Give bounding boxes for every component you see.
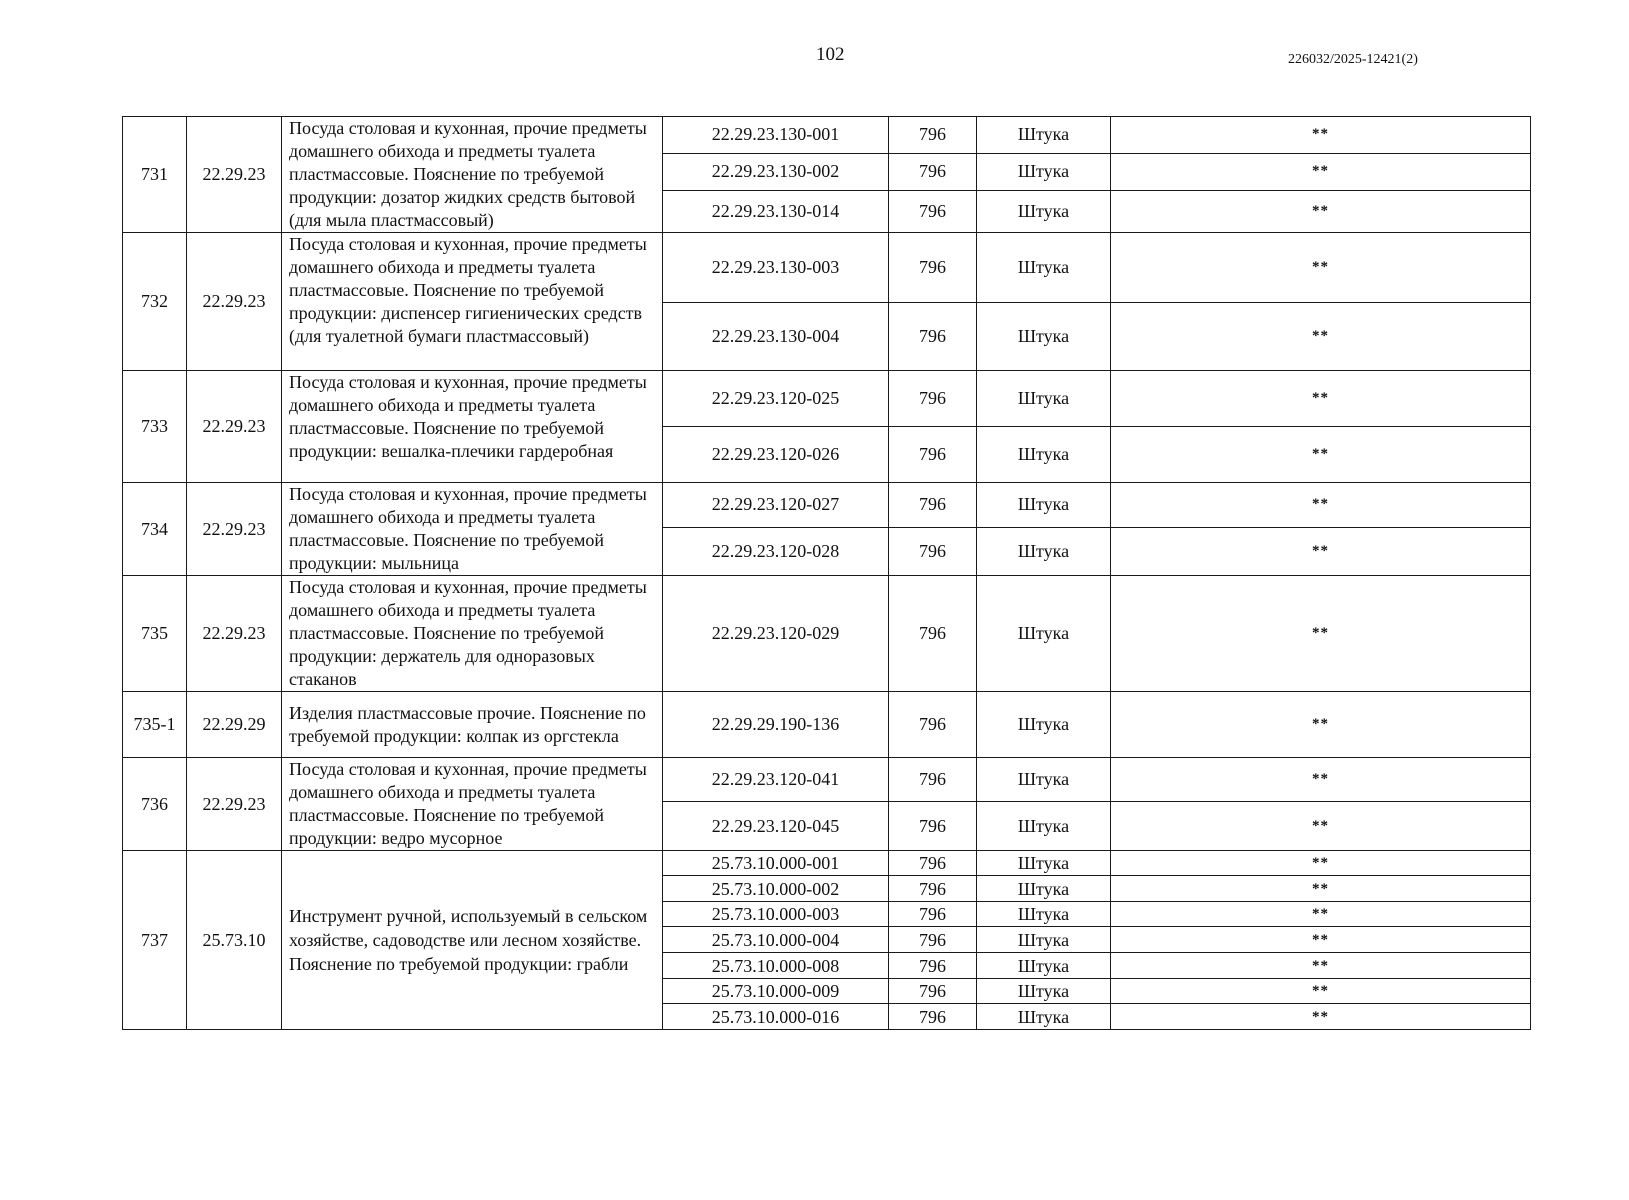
ktru-code: 25.73.10.000-009 xyxy=(663,979,889,1004)
note-marker: ** xyxy=(1111,902,1531,927)
unit-name: Штука xyxy=(977,483,1111,528)
note-marker: ** xyxy=(1111,953,1531,979)
item-description: Посуда столовая и кухонная, прочие предметы домашнего обихода и предметы туалета пластмассовые. Пояснение по требуемой продукции: ведро мусорное xyxy=(282,758,663,851)
item-description: Посуда столовая и кухонная, прочие предметы домашнего обихода и предметы туалета пластмассовые. Пояснение по требуемой продукции: мыльница xyxy=(282,483,663,576)
unit-name: Штука xyxy=(977,953,1111,979)
note-marker: ** xyxy=(1111,371,1531,427)
note-marker: ** xyxy=(1111,802,1531,851)
item-description: Посуда столовая и кухонная, прочие предметы домашнего обихода и предметы туалета пластмассовые. Пояснение по требуемой продукции: диспенсер гигиенических средств (для туалетной бумаги пластмассовый) xyxy=(282,233,663,371)
okpd-code: 22.29.23 xyxy=(187,233,282,371)
okei-code: 796 xyxy=(889,303,977,371)
ktru-code: 22.29.29.190-136 xyxy=(663,692,889,758)
ktru-code: 22.29.23.130-014 xyxy=(663,191,889,233)
table-body xyxy=(123,117,1531,1030)
okei-code: 796 xyxy=(889,927,977,953)
ktru-code: 25.73.10.000-008 xyxy=(663,953,889,979)
table-row xyxy=(123,483,1531,528)
row-number: 734 xyxy=(123,483,187,576)
unit-name: Штука xyxy=(977,233,1111,303)
okpd-code: 22.29.23 xyxy=(187,371,282,483)
ktru-code: 25.73.10.000-016 xyxy=(663,1004,889,1030)
unit-name: Штука xyxy=(977,427,1111,483)
page-number: 102 xyxy=(816,44,845,65)
unit-name: Штука xyxy=(977,758,1111,802)
table-row xyxy=(123,758,1531,802)
table-row xyxy=(123,692,1531,758)
ktru-code: 22.29.23.120-045 xyxy=(663,802,889,851)
unit-name: Штука xyxy=(977,303,1111,371)
item-description: Посуда столовая и кухонная, прочие предметы домашнего обихода и предметы туалета пластмассовые. Пояснение по требуемой продукции: дозатор жидких средств бытовой (для мыла пластмассовый) xyxy=(282,117,663,233)
ktru-code: 22.29.23.120-029 xyxy=(663,576,889,692)
row-number: 735 xyxy=(123,576,187,692)
unit-name: Штука xyxy=(977,902,1111,927)
note-marker: ** xyxy=(1111,576,1531,692)
note-marker: ** xyxy=(1111,692,1531,758)
ktru-code: 22.29.23.120-028 xyxy=(663,527,889,575)
okpd-code: 22.29.23 xyxy=(187,483,282,576)
unit-name: Штука xyxy=(977,851,1111,876)
note-marker: ** xyxy=(1111,979,1531,1004)
unit-name: Штука xyxy=(977,153,1111,191)
ktru-code: 22.29.23.130-001 xyxy=(663,117,889,154)
note-marker: ** xyxy=(1111,191,1531,233)
item-description: Изделия пластмассовые прочие. Пояснение по требуемой продукции: колпак из оргстекла xyxy=(282,692,663,758)
unit-name: Штука xyxy=(977,576,1111,692)
okei-code: 796 xyxy=(889,851,977,876)
okpd-code: 22.29.23 xyxy=(187,758,282,851)
okei-code: 796 xyxy=(889,427,977,483)
ktru-code: 22.29.23.120-025 xyxy=(663,371,889,427)
table-row xyxy=(123,233,1531,303)
okei-code: 796 xyxy=(889,483,977,528)
unit-name: Штука xyxy=(977,1004,1111,1030)
okei-code: 796 xyxy=(889,692,977,758)
unit-name: Штука xyxy=(977,876,1111,902)
okei-code: 796 xyxy=(889,576,977,692)
okei-code: 796 xyxy=(889,191,977,233)
okei-code: 796 xyxy=(889,902,977,927)
unit-name: Штука xyxy=(977,371,1111,427)
okei-code: 796 xyxy=(889,153,977,191)
unit-name: Штука xyxy=(977,692,1111,758)
okei-code: 796 xyxy=(889,233,977,303)
note-marker: ** xyxy=(1111,303,1531,371)
okei-code: 796 xyxy=(889,527,977,575)
note-marker: ** xyxy=(1111,483,1531,528)
unit-name: Штука xyxy=(977,979,1111,1004)
note-marker: ** xyxy=(1111,927,1531,953)
row-number: 736 xyxy=(123,758,187,851)
note-marker: ** xyxy=(1111,427,1531,483)
okei-code: 796 xyxy=(889,758,977,802)
item-description: Посуда столовая и кухонная, прочие предметы домашнего обихода и предметы туалета пластмассовые. Пояснение по требуемой продукции: держатель для одноразовых стаканов xyxy=(282,576,663,692)
note-marker: ** xyxy=(1111,851,1531,876)
ktru-code: 22.29.23.120-026 xyxy=(663,427,889,483)
row-number: 737 xyxy=(123,851,187,1030)
note-marker: ** xyxy=(1111,876,1531,902)
note-marker: ** xyxy=(1111,153,1531,191)
okei-code: 796 xyxy=(889,979,977,1004)
item-description: Посуда столовая и кухонная, прочие предметы домашнего обихода и предметы туалета пластмассовые. Пояснение по требуемой продукции: вешалка-плечики гардеробная xyxy=(282,371,663,483)
okei-code: 796 xyxy=(889,802,977,851)
row-number: 733 xyxy=(123,371,187,483)
note-marker: ** xyxy=(1111,117,1531,154)
note-marker: ** xyxy=(1111,758,1531,802)
table-row xyxy=(123,576,1531,692)
okpd-code: 25.73.10 xyxy=(187,851,282,1030)
note-marker: ** xyxy=(1111,527,1531,575)
ktru-code: 22.29.23.120-027 xyxy=(663,483,889,528)
ktru-code: 25.73.10.000-004 xyxy=(663,927,889,953)
okei-code: 796 xyxy=(889,876,977,902)
product-table xyxy=(122,116,1531,1030)
unit-name: Штука xyxy=(977,527,1111,575)
ktru-code: 22.29.23.120-041 xyxy=(663,758,889,802)
okpd-code: 22.29.29 xyxy=(187,692,282,758)
okei-code: 796 xyxy=(889,953,977,979)
row-number: 731 xyxy=(123,117,187,233)
unit-name: Штука xyxy=(977,117,1111,154)
table-row xyxy=(123,117,1531,154)
row-number: 735-1 xyxy=(123,692,187,758)
ktru-code: 25.73.10.000-001 xyxy=(663,851,889,876)
unit-name: Штука xyxy=(977,927,1111,953)
okei-code: 796 xyxy=(889,1004,977,1030)
ktru-code: 25.73.10.000-002 xyxy=(663,876,889,902)
okpd-code: 22.29.23 xyxy=(187,576,282,692)
unit-name: Штука xyxy=(977,802,1111,851)
okei-code: 796 xyxy=(889,371,977,427)
ktru-code: 22.29.23.130-004 xyxy=(663,303,889,371)
okei-code: 796 xyxy=(889,117,977,154)
row-number: 732 xyxy=(123,233,187,371)
table-row xyxy=(123,371,1531,427)
table-row xyxy=(123,851,1531,876)
note-marker: ** xyxy=(1111,233,1531,303)
ktru-code: 22.29.23.130-003 xyxy=(663,233,889,303)
ktru-code: 22.29.23.130-002 xyxy=(663,153,889,191)
ktru-code: 25.73.10.000-003 xyxy=(663,902,889,927)
note-marker: ** xyxy=(1111,1004,1531,1030)
unit-name: Штука xyxy=(977,191,1111,233)
okpd-code: 22.29.23 xyxy=(187,117,282,233)
document-id: 226032/2025-12421(2) xyxy=(1288,52,1418,67)
item-description: Инструмент ручной, используемый в сельском хозяйстве, садоводстве или лесном хозяйстве. Пояснение по требуемой продукции: грабли xyxy=(282,851,663,1030)
